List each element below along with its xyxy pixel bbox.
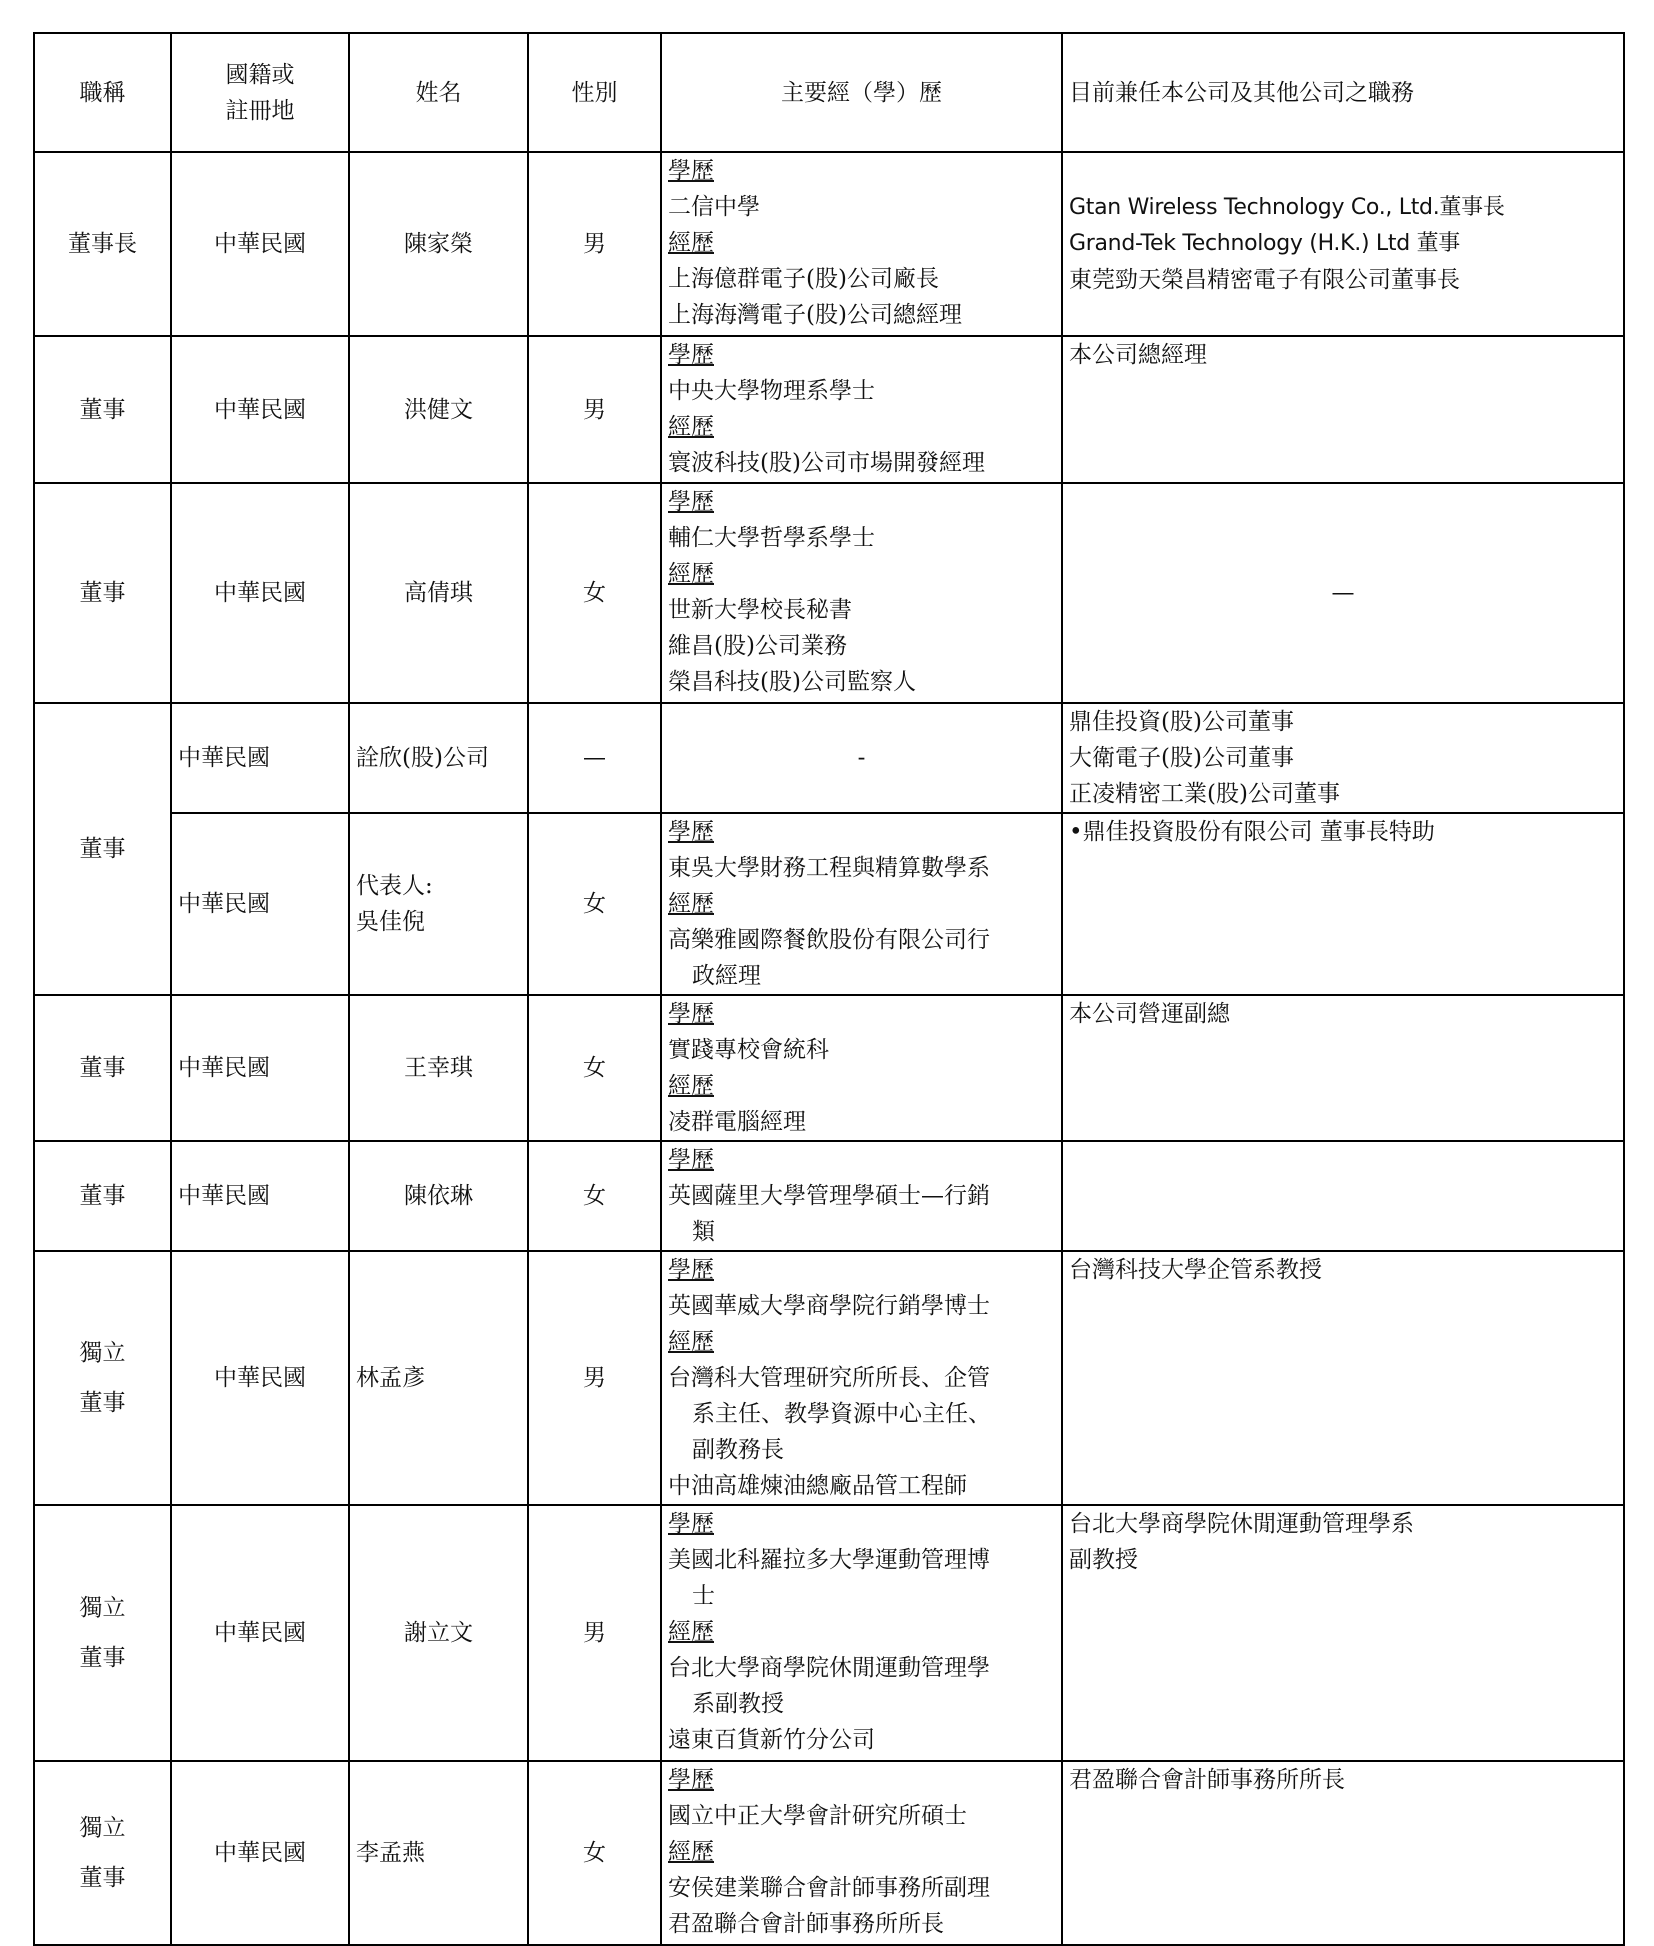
empty-dash: — — [1331, 580, 1355, 606]
member-name: 王幸琪 — [349, 995, 528, 1141]
table-row — [34, 152, 1624, 336]
member-positions: Gtan Wireless Technology Co., Ltd.董事長 Grand-Tek Technology (H.K.) Ltd 董事 東莞勁天榮昌精密電子有限公司董事長 — [1062, 152, 1624, 336]
table-row — [34, 813, 1624, 995]
member-name: 洪健文 — [349, 336, 528, 483]
member-name: 陳依琳 — [349, 1141, 528, 1251]
header-positions: 目前兼任本公司及其他公司之職務 — [1062, 33, 1624, 152]
member-name: 陳家榮 — [349, 152, 528, 336]
table-row — [34, 703, 1624, 813]
table-row — [34, 336, 1624, 483]
table-row — [34, 1141, 1624, 1251]
member-nationality: 中華民國 — [171, 152, 349, 336]
header-title: 職稱 — [34, 33, 171, 152]
member-gender: 男 — [528, 152, 661, 336]
member-title: 董事 — [34, 336, 171, 483]
member-nationality: 中華民國 — [171, 336, 349, 483]
member-title: 獨立 董事 — [34, 1505, 171, 1761]
member-name: 謝立文 — [349, 1505, 528, 1761]
member-gender: 男 — [528, 336, 661, 483]
member-experience: - — [661, 703, 1062, 813]
board-members-table — [33, 32, 1625, 1946]
member-title: 董事 — [34, 995, 171, 1141]
member-positions: •鼎佳投資股份有限公司 董事長特助 — [1062, 813, 1624, 995]
member-nationality: 中華民國 — [171, 1761, 349, 1945]
member-gender: — — [528, 703, 661, 813]
member-gender: 女 — [528, 1761, 661, 1945]
member-positions: 台灣科技大學企管系教授 — [1062, 1251, 1624, 1505]
table-row — [34, 1251, 1624, 1505]
member-positions: 君盈聯合會計師事務所所長 — [1062, 1761, 1624, 1945]
member-positions: 本公司總經理 — [1062, 336, 1624, 483]
member-name: 代表人: 吳佳倪 — [349, 813, 528, 995]
member-title: 獨立 董事 — [34, 1761, 171, 1945]
member-name: 詮欣(股)公司 — [349, 703, 528, 813]
member-title: 獨立 董事 — [34, 1251, 171, 1505]
member-nationality: 中華民國 — [171, 813, 349, 995]
member-experience: 學歷 國立中正大學會計研究所碩士 經歷 安侯建業聯合會計師事務所副理 君盈聯合會計師事務所所長 — [661, 1761, 1062, 1945]
member-experience: 學歷 英國薩里大學管理學碩士—行銷 類 — [661, 1141, 1062, 1251]
member-experience: 學歷 中央大學物理系學士 經歷 寰波科技(股)公司市場開發經理 — [661, 336, 1062, 483]
member-name: 高倩琪 — [349, 483, 528, 703]
member-nationality: 中華民國 — [171, 1505, 349, 1761]
member-nationality: 中華民國 — [171, 483, 349, 703]
member-gender: 女 — [528, 813, 661, 995]
member-name: 林孟彥 — [349, 1251, 528, 1505]
member-nationality: 中華民國 — [171, 1251, 349, 1505]
table-row — [34, 1505, 1624, 1761]
member-nationality: 中華民國 — [171, 703, 349, 813]
member-title: 董事 — [34, 703, 171, 995]
member-name: 李孟燕 — [349, 1761, 528, 1945]
member-gender: 男 — [528, 1251, 661, 1505]
table-row — [34, 995, 1624, 1141]
member-gender: 女 — [528, 483, 661, 703]
member-nationality: 中華民國 — [171, 995, 349, 1141]
table-row — [34, 483, 1624, 703]
member-positions — [1062, 483, 1624, 703]
member-gender: 男 — [528, 1505, 661, 1761]
member-positions: 鼎佳投資(股)公司董事 大衛電子(股)公司董事 正凌精密工業(股)公司董事 — [1062, 703, 1624, 813]
member-positions — [1062, 1141, 1624, 1251]
member-experience: 學歷 美國北科羅拉多大學運動管理博 士 經歷 台北大學商學院休閒運動管理學 系副教授 遠東百貨新竹分公司 — [661, 1505, 1062, 1761]
member-experience: 學歷 英國華威大學商學院行銷學博士 經歷 台灣科大管理研究所所長、企管 系主任、教學資源中心主任、 副教務長 中油高雄煉油總廠品管工程師 — [661, 1251, 1062, 1505]
member-nationality: 中華民國 — [171, 1141, 349, 1251]
header-experience: 主要經（學）歷 — [661, 33, 1062, 152]
member-positions: 台北大學商學院休閒運動管理學系 副教授 — [1062, 1505, 1624, 1761]
member-experience: 學歷 輔仁大學哲學系學士 經歷 世新大學校長秘書 維昌(股)公司業務 榮昌科技(股)公司監察人 — [661, 483, 1062, 703]
member-experience: 學歷 實踐專校會統科 經歷 凌群電腦經理 — [661, 995, 1062, 1141]
member-title: 董事 — [34, 1141, 171, 1251]
member-gender: 女 — [528, 1141, 661, 1251]
header-gender: 性別 — [528, 33, 661, 152]
header-name: 姓名 — [349, 33, 528, 152]
member-experience: 學歷 二信中學 經歷 上海億群電子(股)公司廠長 上海海灣電子(股)公司總經理 — [661, 152, 1062, 336]
header-nationality: 國籍或 註冊地 — [171, 33, 349, 152]
member-experience: 學歷 東吳大學財務工程與精算數學系 經歷 高樂雅國際餐飲股份有限公司行 政經理 — [661, 813, 1062, 995]
member-title: 董事 — [34, 483, 171, 703]
member-gender: 女 — [528, 995, 661, 1141]
header-row — [34, 33, 1624, 152]
member-positions: 本公司營運副總 — [1062, 995, 1624, 1141]
member-title: 董事長 — [34, 152, 171, 336]
table-row — [34, 1761, 1624, 1945]
